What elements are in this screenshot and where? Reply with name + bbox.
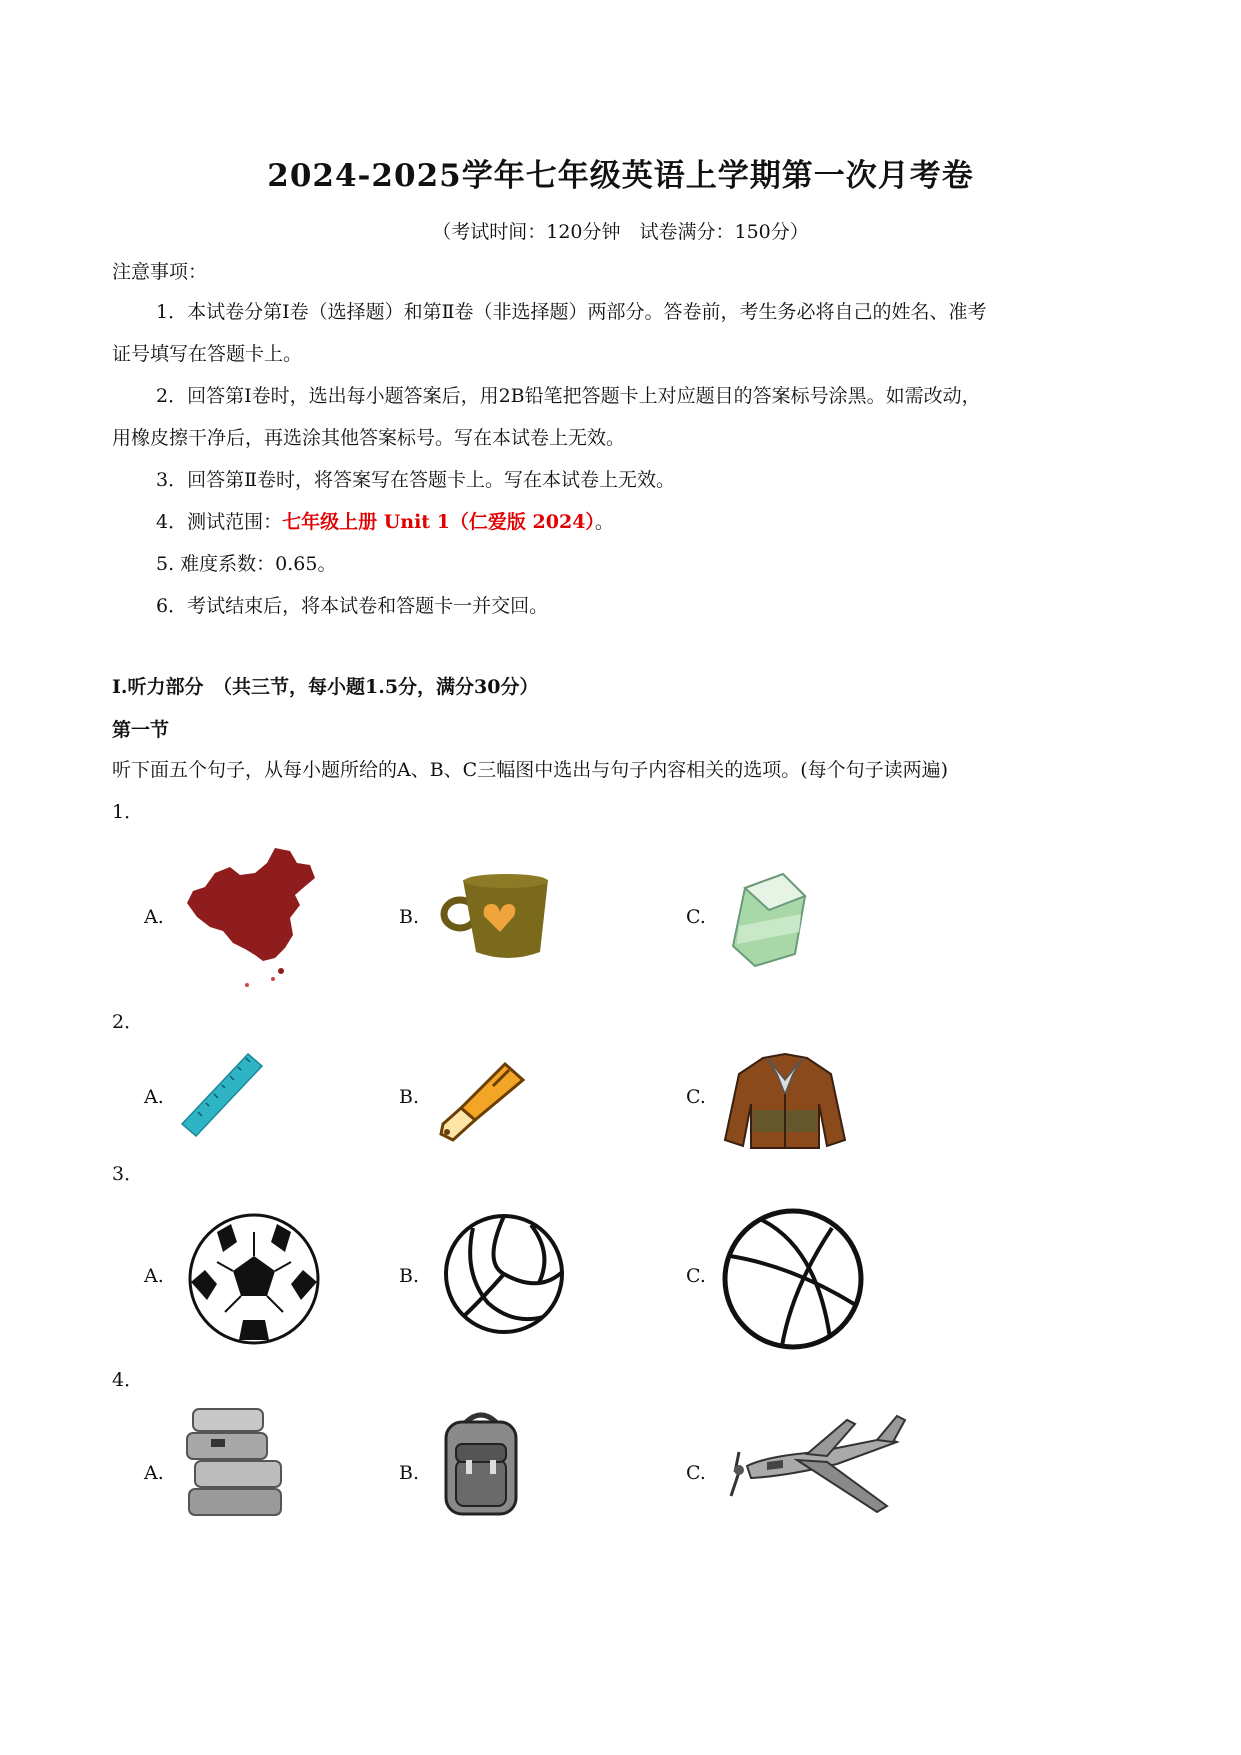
q1-option-b-label[interactable]: B. — [399, 906, 420, 928]
note-item-1-line-1: 1．本试卷分第Ⅰ卷（选择题）和第Ⅱ卷（非选择题）两部分。答卷前，考生务必将自己的姓名、准考 — [156, 301, 987, 323]
q4-option-b-label[interactable]: B. — [399, 1462, 420, 1484]
backpack-icon[interactable] — [436, 1408, 526, 1518]
q3-option-c-label[interactable]: C. — [686, 1265, 706, 1287]
q2-option-a-label[interactable]: A. — [144, 1086, 164, 1108]
q2-option-c-label[interactable]: C. — [686, 1086, 706, 1108]
q3-option-a-label[interactable]: A. — [144, 1265, 164, 1287]
soccer-ball-icon[interactable] — [187, 1212, 322, 1347]
note-item-5: 5. 难度系数：0.65。 — [156, 553, 337, 575]
section-title: I.听力部分 （共三节，每小题1.5分，满分30分） — [112, 676, 539, 698]
question-number-2: 2． — [112, 1011, 144, 1033]
exam-title: 2024-2025学年七年级英语上学期第一次月考卷 — [267, 158, 974, 194]
books-icon[interactable] — [183, 1405, 288, 1520]
q4-option-c-label[interactable]: C. — [686, 1462, 706, 1484]
question-number-4: 4． — [112, 1369, 144, 1391]
china-map-icon[interactable] — [185, 843, 320, 993]
q4-option-a-label[interactable]: A. — [144, 1462, 164, 1484]
note-item-4-suffix: 。 — [594, 511, 614, 533]
note-item-6: 6．考试结束后，将本试卷和答题卡一并交回。 — [156, 595, 549, 617]
mug-icon[interactable] — [438, 870, 553, 965]
airplane-icon[interactable] — [727, 1412, 927, 1522]
part-instruction: 听下面五个句子，从每小题所给的A、B、C三幅图中选出与句子内容相关的选项。(每个句子读两遍) — [112, 759, 949, 781]
q1-option-c-label[interactable]: C. — [686, 906, 706, 928]
ruler-icon[interactable] — [180, 1050, 265, 1140]
fountain-pen-icon[interactable] — [433, 1060, 528, 1145]
note-item-2-line-1: 2．回答第Ⅰ卷时，选出每小题答案后，用2B铅笔把答题卡上对应题目的答案标号涂黑。如需改动， — [156, 385, 981, 407]
note-item-4 — [156, 510, 614, 534]
basketball-icon[interactable] — [722, 1208, 864, 1350]
note-item-2-line-2: 用橡皮擦干净后，再选涂其他答案标号。写在本试卷上无效。 — [112, 427, 626, 449]
q2-option-b-label[interactable]: B. — [399, 1086, 420, 1108]
question-number-1: 1． — [112, 801, 144, 823]
notes-heading: 注意事项： — [112, 261, 208, 283]
note-item-3: 3．回答第Ⅱ卷时，将答案写在答题卡上。写在本试卷上无效。 — [156, 469, 676, 491]
note-item-1-line-2: 证号填写在答题卡上。 — [112, 343, 303, 365]
test-scope: 七年级上册 Unit 1（仁爱版 2024） — [282, 511, 595, 533]
q1-option-a-label[interactable]: A. — [144, 906, 164, 928]
question-number-3: 3． — [112, 1163, 144, 1185]
volleyball-icon[interactable] — [443, 1213, 565, 1335]
jacket-icon[interactable] — [723, 1050, 848, 1155]
note-item-4-prefix: 4．测试范围： — [156, 511, 283, 533]
q3-option-b-label[interactable]: B. — [399, 1265, 420, 1287]
eraser-icon[interactable] — [725, 866, 810, 971]
part-title: 第一节 — [112, 719, 170, 741]
exam-subtitle: （考试时间：120分钟 试卷满分：150分） — [432, 221, 809, 243]
